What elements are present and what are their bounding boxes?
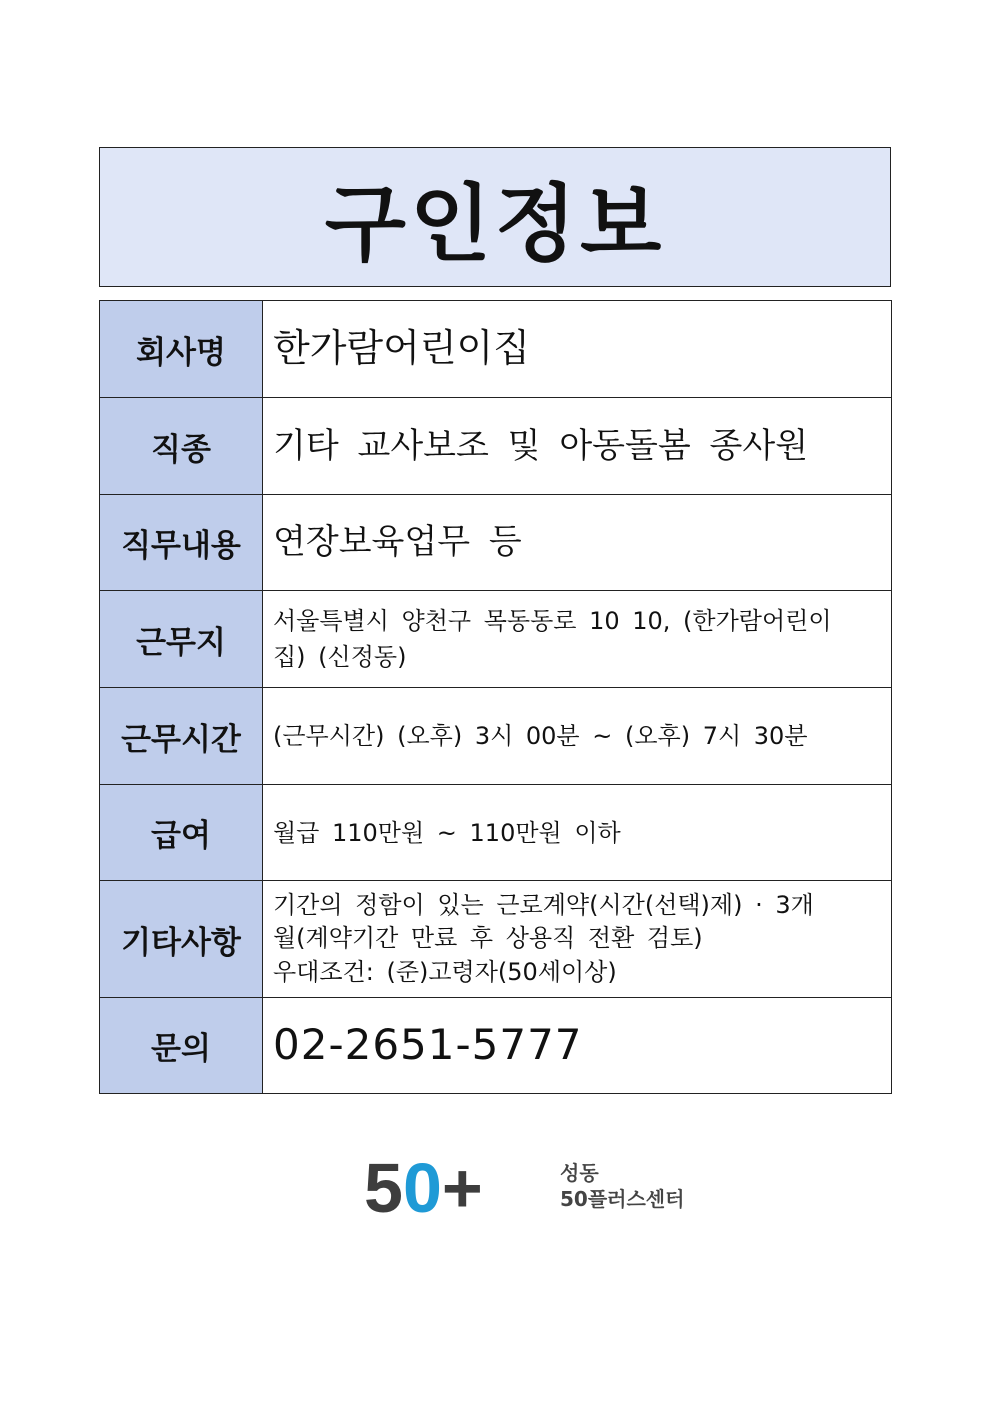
value-job-type: 기타 교사보조 및 아동돌봄 종사원 bbox=[263, 398, 892, 495]
label-other: 기타사항 bbox=[100, 881, 263, 998]
value-location bbox=[263, 591, 892, 688]
location-line-1: 서울특별시 양천구 목동동로 10 10, (한가람어린이 bbox=[273, 607, 832, 635]
logo-org-line-1: 성동 bbox=[560, 1161, 599, 1185]
label-hours: 근무시간 bbox=[100, 688, 263, 785]
value-other bbox=[263, 881, 892, 998]
other-line-2: 월(계약기간 만료 후 상용직 전환 검토) bbox=[273, 924, 703, 953]
label-location: 근무지 bbox=[100, 591, 263, 688]
logo-mark-icon bbox=[364, 1150, 544, 1220]
seongdong-50plus-logo bbox=[364, 1150, 694, 1220]
value-hours: (근무시간) (오후) 3시 00분 ~ (오후) 7시 30분 bbox=[263, 688, 892, 785]
job-info-table bbox=[99, 300, 892, 1094]
other-line-1: 기간의 정함이 있는 근로계약(시간(선택)제) · 3개 bbox=[273, 890, 814, 919]
table-row-contact bbox=[100, 998, 892, 1094]
table-row-job-type bbox=[100, 398, 892, 495]
label-job-type: 직종 bbox=[100, 398, 263, 495]
logo-mark-part-2: 0 bbox=[402, 1150, 442, 1220]
label-salary: 급여 bbox=[100, 785, 263, 881]
logo-org-line-2: 50플러스센터 bbox=[560, 1187, 685, 1211]
logo-mark-part-1: 5 bbox=[364, 1150, 403, 1220]
value-salary: 월급 110만원 ~ 110만원 이하 bbox=[263, 785, 892, 881]
table-row-location bbox=[100, 591, 892, 688]
label-company: 회사명 bbox=[100, 301, 263, 398]
table-row-hours bbox=[100, 688, 892, 785]
title-banner bbox=[99, 147, 891, 287]
label-contact: 문의 bbox=[100, 998, 263, 1094]
value-contact: 02-2651-5777 bbox=[263, 998, 892, 1094]
location-line-2: 집) (신정동) bbox=[273, 643, 407, 671]
logo-mark-part-3: + bbox=[441, 1150, 483, 1220]
table-row-other bbox=[100, 881, 892, 998]
logo-mark-text bbox=[364, 1150, 483, 1220]
value-duties: 연장보육업무 등 bbox=[263, 495, 892, 591]
table-row-salary bbox=[100, 785, 892, 881]
value-company: 한가람어린이집 bbox=[263, 301, 892, 398]
logo-org-name bbox=[560, 1160, 684, 1212]
page-title: 구인정보 bbox=[324, 174, 666, 273]
other-line-3: 우대조건: (준)고령자(50세이상) bbox=[273, 957, 617, 986]
label-duties: 직무내용 bbox=[100, 495, 263, 591]
table-row-company bbox=[100, 301, 892, 398]
table-row-duties bbox=[100, 495, 892, 591]
